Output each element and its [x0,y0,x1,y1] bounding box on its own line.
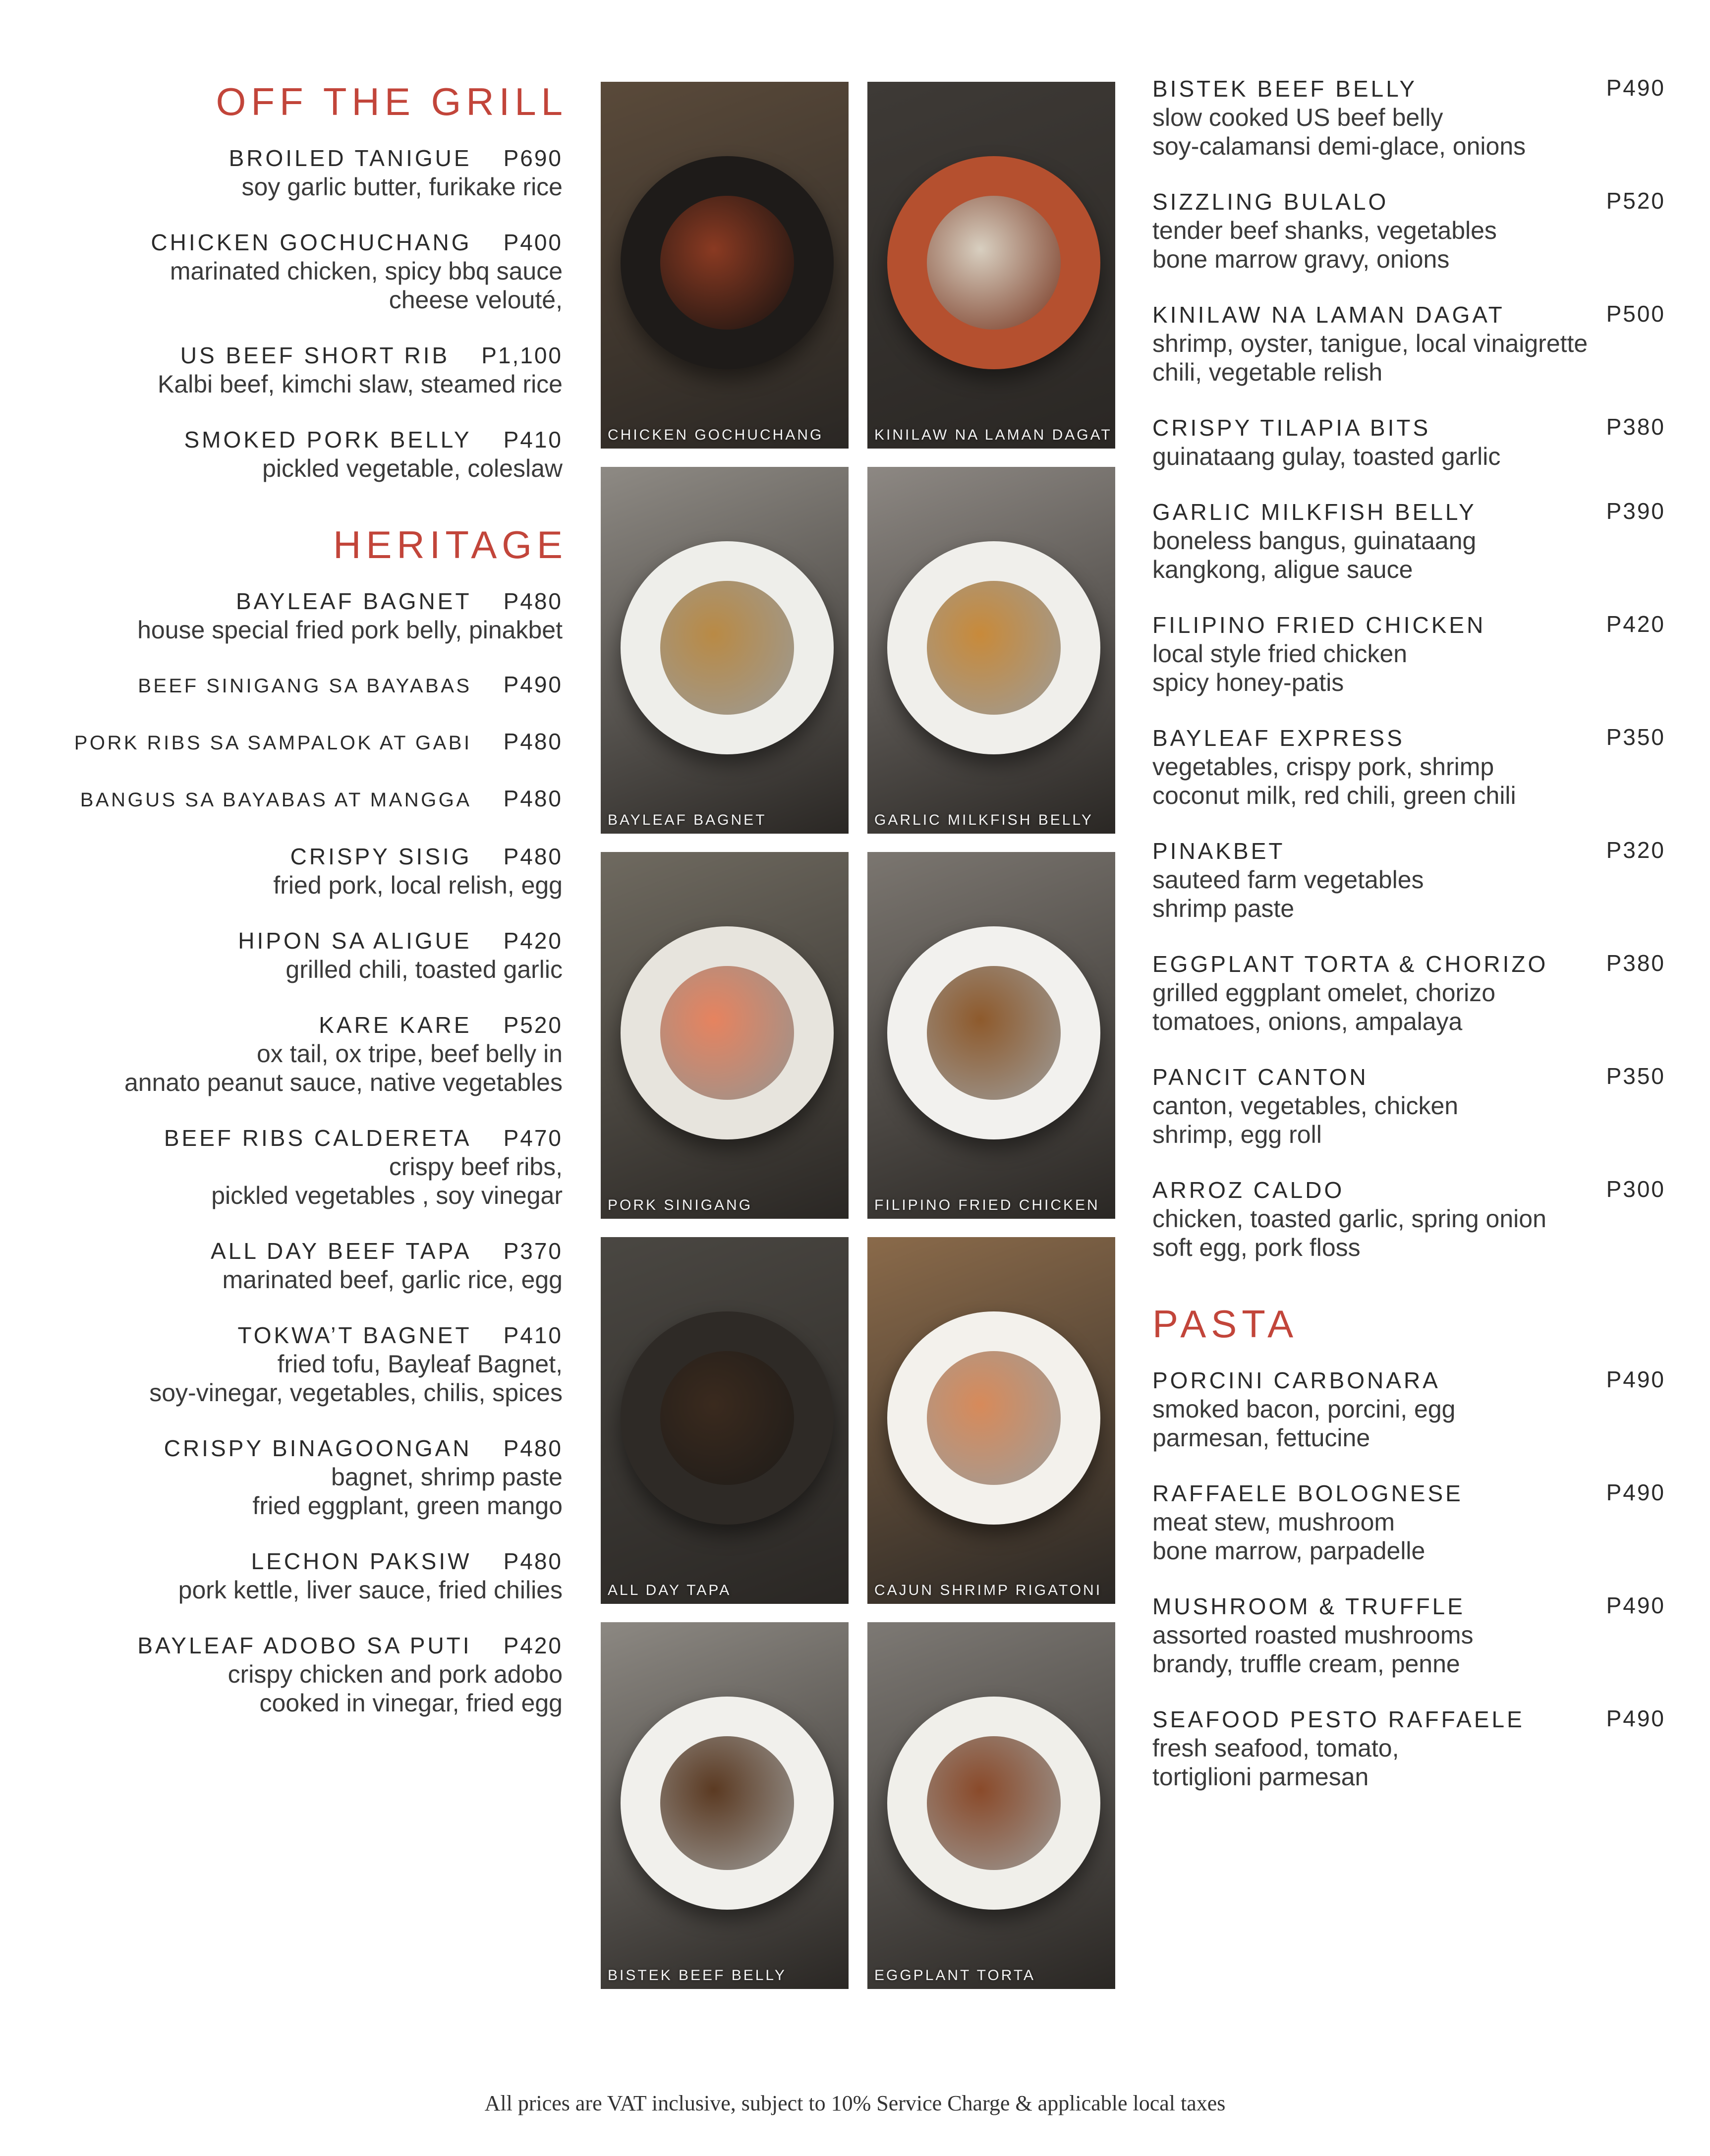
menu-item-description: soy garlic butter, furikake rice [241,173,563,201]
menu-item-price: P1,100 [481,342,563,368]
menu-item [45,785,563,814]
menu-item-description: fried pork, local relish, egg [273,871,563,899]
menu-item-header [45,1011,563,1039]
menu-item-name: SIZZLING BULALO [1152,189,1389,215]
menu-item-name: CRISPY TILAPIA BITS [1152,415,1431,441]
menu-item-description: local style fried chicken spicy honey-patis [1152,640,1408,696]
food-shape [927,1351,1061,1485]
menu-item [1152,74,1665,161]
food-shape [660,1736,794,1870]
photo-caption: ALL DAY TAPA [608,1582,732,1598]
menu-item-description: shrimp, oyster, tanigue, local vinaigrette chili, vegetable relish [1152,330,1588,386]
food-shape [660,1351,794,1485]
menu-item-header [1152,1592,1665,1621]
menu-item [1152,187,1665,274]
menu-item-name: BAYLEAF ADOBO SA PUTI [137,1633,472,1658]
food-shape [660,966,794,1100]
menu-item-price: P480 [503,786,563,811]
menu-item-description: ox tail, ox tripe, beef belly in annato peanut sauce, native vegetables [124,1040,563,1096]
photo-caption: FILIPINO FRIED CHICKEN [874,1197,1100,1213]
menu-item [45,1124,563,1210]
menu-item-name: CRISPY SISIG [290,844,472,869]
menu-item-name: CRISPY BINAGOONGAN [164,1435,472,1461]
menu-item-header [45,587,563,616]
menu-item-description: guinataang gulay, toasted garlic [1152,443,1501,470]
menu-item-description: fried tofu, Bayleaf Bagnet, soy-vinegar, vegetables, chilis, spices [149,1350,563,1407]
menu-item [45,1011,563,1097]
menu-item-name: PORCINI CARBONARA [1152,1367,1440,1393]
menu-item [45,671,563,700]
menu-item [45,587,563,644]
menu-item [1152,1705,1665,1791]
photo-caption: GARLIC MILKFISH BELLY [874,812,1093,828]
menu-item-name: BEEF SINIGANG SA BAYABAS [138,675,472,697]
food-photo [601,1237,849,1604]
menu-item [1152,1176,1665,1262]
menu-item-description: assorted roasted mushrooms brandy, truffle cream, penne [1152,1621,1474,1678]
menu-item-price: P350 [1606,724,1665,750]
menu-item-description: grilled eggplant omelet, chorizo tomatoes, onions, ampalaya [1152,979,1496,1035]
menu-item-name: BAYLEAF EXPRESS [1152,725,1405,751]
menu-item [1152,837,1665,923]
menu-item-header [1152,1176,1665,1204]
menu-item-price: P490 [503,672,563,697]
food-photo [867,82,1115,449]
menu-item-price: P480 [503,1435,563,1461]
menu-item [1152,724,1665,810]
pasta-title: PASTA [1152,1302,1299,1346]
menu-item [45,341,563,398]
menu-item-price: P490 [1606,1366,1665,1392]
menu-item-description: crispy beef ribs, pickled vegetables , soy vinegar [211,1153,563,1209]
menu-item-description: chicken, toasted garlic, spring onion soft egg, pork floss [1152,1205,1546,1261]
photo-caption: BISTEK BEEF BELLY [608,1967,787,1984]
menu-item-price: P410 [503,1322,563,1348]
menu-item-header [1152,498,1665,526]
menu-item-header [1152,611,1665,639]
photo-caption: KINILAW NA LAMAN DAGAT [874,427,1112,443]
menu-item-header [45,728,563,757]
menu-item [1152,413,1665,471]
food-photo [867,1237,1115,1604]
menu-item-description: Kalbi beef, kimchi slaw, steamed rice [157,370,563,398]
food-photo [601,1622,849,1989]
menu-item-header [1152,1479,1665,1508]
menu-item-price: P400 [503,229,563,255]
menu-item [45,1631,563,1717]
menu-item-header [1152,950,1665,978]
menu-item-header [45,144,563,172]
photo-caption: EGGPLANT TORTA [874,1967,1035,1984]
menu-item [45,144,563,201]
menu-item-price: P470 [503,1125,563,1151]
menu-item-name: BAYLEAF BAGNET [235,588,472,614]
menu-item-header [1152,1705,1665,1734]
menu-item [1152,611,1665,697]
menu-item [45,926,563,984]
menu-item-description: boneless bangus, guinataang kangkong, aligue sauce [1152,527,1477,583]
menu-item-name: BISTEK BEEF BELLY [1152,76,1418,102]
menu-item-header [45,228,563,257]
menu-item [1152,950,1665,1036]
menu-item-description: grilled chili, toasted garlic [285,956,563,983]
menu-item [1152,498,1665,584]
menu-item-price: P500 [1606,301,1665,327]
menu-item-description: marinated chicken, spicy bbq sauce cheese velouté, [170,257,563,314]
food-shape [927,196,1061,330]
menu-item-header [45,785,563,814]
menu-item [1152,1063,1665,1149]
menu-item-header [45,1631,563,1660]
menu-item-header [45,671,563,700]
menu-item-header [1152,1366,1665,1395]
food-photo [601,852,849,1219]
heritage-title: HERITAGE [333,523,568,567]
photo-caption: CHICKEN GOCHUCHANG [608,427,824,443]
menu-item-header [1152,1063,1665,1091]
menu-item-name: PINAKBET [1152,838,1285,864]
menu-item-header [45,842,563,871]
photo-caption: PORK SINIGANG [608,1197,753,1213]
photo-caption: BAYLEAF BAGNET [608,812,767,828]
menu-item-price: P380 [1606,414,1665,440]
menu-item-name: HIPON SA ALIGUE [238,928,472,954]
menu-item-description: pork kettle, liver sauce, fried chilies [178,1576,563,1604]
menu-item [45,1547,563,1604]
menu-item-price: P520 [1606,188,1665,214]
menu-item-price: P480 [503,729,563,754]
menu-item-header [1152,837,1665,865]
menu-item-description: marinated beef, garlic rice, egg [222,1266,563,1294]
food-shape [660,196,794,330]
menu-item-name: GARLIC MILKFISH BELLY [1152,499,1477,525]
food-shape [927,581,1061,715]
menu-item-header [1152,300,1665,329]
menu-item-header [45,341,563,370]
menu-item-price: P320 [1606,837,1665,863]
food-shape [927,966,1061,1100]
menu-item-description: pickled vegetable, coleslaw [262,454,563,482]
menu-item-price: P410 [503,427,563,453]
menu-item-description: slow cooked US beef belly soy-calamansi demi-glace, onions [1152,104,1526,160]
menu-item-price: P420 [503,928,563,954]
menu-item [45,228,563,314]
menu-item-header [1152,724,1665,752]
menu-item-name: FILIPINO FRIED CHICKEN [1152,612,1486,638]
menu-item-name: CHICKEN GOCHUCHANG [151,229,472,255]
food-shape [660,581,794,715]
menu-item-header [45,425,563,454]
off-the-grill-section [45,74,568,483]
menu-item-price: P690 [503,145,563,171]
menu-item [45,1237,563,1294]
menu-item [1152,1366,1665,1452]
menu-item-description: meat stew, mushroom bone marrow, parpadelle [1152,1508,1425,1565]
menu-item-description: house special fried pork belly, pinakbet [137,616,563,644]
menu-item-price: P490 [1606,1592,1665,1618]
menu-item-name: LECHON PAKSIW [251,1548,472,1574]
menu-item-description: vegetables, crispy pork, shrimp coconut milk, red chili, green chili [1152,753,1516,809]
menu-item-price: P420 [503,1633,563,1658]
menu-item-price: P490 [1606,1479,1665,1505]
menu-item-name: SMOKED PORK BELLY [184,427,472,453]
menu-item-header [1152,187,1665,216]
menu-item-name: MUSHROOM & TRUFFLE [1152,1593,1465,1619]
menu-item-name: BROILED TANIGUE [228,145,472,171]
menu-item-description: canton, vegetables, chicken shrimp, egg roll [1152,1092,1459,1148]
menu-item [1152,1592,1665,1678]
menu-item-price: P380 [1606,950,1665,976]
menu-item-name: BEEF RIBS CALDERETA [164,1125,472,1151]
menu-item-description: smoked bacon, porcini, egg parmesan, fettucine [1152,1395,1456,1452]
menu-item-description: crispy chicken and pork adobo cooked in vinegar, fried egg [228,1660,563,1717]
menu-item [45,728,563,757]
photo-caption: CAJUN SHRIMP RIGATONI [874,1582,1102,1598]
menu-item [45,1434,563,1520]
food-shape [927,1736,1061,1870]
menu-item-description: fresh seafood, tomato, tortiglioni parmesan [1152,1734,1399,1791]
menu-item-price: P300 [1606,1176,1665,1202]
menu-item-name: US BEEF SHORT RIB [180,342,450,368]
footer-note: All prices are VAT inclusive, subject to 10% Service Charge & applicable local taxes [484,2091,1226,2115]
menu-item-price: P390 [1606,498,1665,524]
menu-item-description: tender beef shanks, vegetables bone marrow gravy, onions [1152,217,1497,273]
menu-item-name: EGGPLANT TORTA & CHORIZO [1152,951,1548,977]
menu-item-header [45,1547,563,1576]
menu-item-name: KARE KARE [319,1012,472,1038]
menu-item-header [45,1237,563,1265]
menu-item-price: P480 [503,1548,563,1574]
menu-item-price: P480 [503,844,563,869]
menu-item-price: P490 [1606,75,1665,101]
food-photo [601,467,849,834]
menu-item-price: P480 [503,588,563,614]
menu-item [1152,1479,1665,1565]
menu-item [45,842,563,900]
menu-item-name: PORK RIBS SA SAMPALOK AT GABI [74,732,472,754]
food-photo [867,1622,1115,1989]
menu-item-header [45,1321,563,1350]
menu-item-header [45,1434,563,1463]
food-photo [867,852,1115,1219]
menu-item-name: KINILAW NA LAMAN DAGAT [1152,302,1505,328]
left-column [45,74,568,1744]
menu-item-name: BANGUS SA BAYABAS AT MANGGA [80,789,472,811]
menu-item [45,425,563,483]
menu-item-header [1152,74,1665,103]
menu-item-name: ALL DAY BEEF TAPA [211,1238,472,1264]
menu-item-price: P370 [503,1238,563,1264]
menu-item-header [45,926,563,955]
menu-item-name: SEAFOOD PESTO RAFFAELE [1152,1706,1525,1732]
menu-item-price: P520 [503,1012,563,1038]
menu-item-description: sauteed farm vegetables shrimp paste [1152,866,1424,922]
menu-item-price: P350 [1606,1063,1665,1089]
photo-grid [601,82,1119,1992]
menu-item-name: TOKWA’T BAGNET [237,1322,472,1348]
menu-item [1152,300,1665,387]
menu-item-description: bagnet, shrimp paste fried eggplant, green mango [252,1463,563,1520]
food-photo [867,467,1115,834]
menu-item-header [45,1124,563,1152]
heritage-section [45,517,568,1717]
menu-item-price: P490 [1606,1705,1665,1731]
food-photo [601,82,849,449]
menu-item-name: ARROZ CALDO [1152,1177,1345,1203]
right-column [1152,74,1665,1818]
menu-item-header [1152,413,1665,442]
pasta-section [1152,1297,1665,1791]
menu-item [45,1321,563,1407]
off-the-grill-title: OFF THE GRILL [216,80,568,123]
menu-item-name: RAFFAELE BOLOGNESE [1152,1480,1463,1506]
menu-item-name: PANCIT CANTON [1152,1064,1368,1090]
menu-item-price: P420 [1606,611,1665,637]
